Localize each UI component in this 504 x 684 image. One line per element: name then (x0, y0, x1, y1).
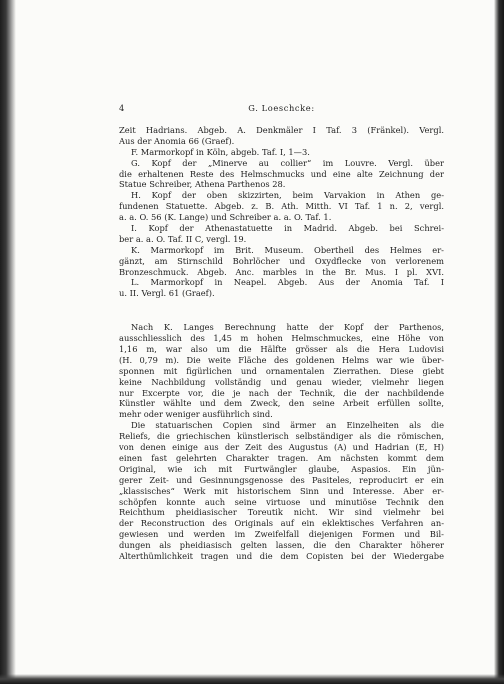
scan-shadow-bottom (0, 674, 504, 684)
paragraph (119, 420, 444, 562)
page-body (119, 125, 444, 562)
catalog-line: K. Marmorkopf im Brit. Museum. Obertheil des Helmes er- (131, 244, 444, 255)
paragraph (119, 322, 444, 420)
paragraph-line: Reliefs, die griechischen künstlerisch selbständiger als die römischen, (119, 431, 444, 442)
paragraph-line: sponnen mit figürlichen und ornamentalen Zierrathen. Diese giebt (119, 365, 444, 376)
page-header (119, 103, 444, 115)
catalog-line: a. a. O. 56 (K. Lange) und Schreiber a. a. O. Taf. 1. (119, 212, 332, 223)
running-head: G. Loeschcke: (248, 103, 315, 113)
paragraph-line: Künstler wählte und dem Zweck, den seine Arbeit erfüllen sollte, (119, 398, 444, 409)
paragraph-line: der Reconstruction des Originals auf ein eklektisches Verfahren an- (119, 518, 444, 529)
paragraph-line: mehr oder weniger ausführlich sind. (119, 409, 273, 420)
catalog-line: die erhaltenen Reste des Helmschmucks und eine alte Zeichnung der (119, 168, 444, 179)
catalog-line: Statue Schreiber, Athena Parthenos 28. (119, 179, 286, 190)
paragraph-line: von denen einige aus der Zeit des Augustus (A) und Hadrian (E, H) (119, 442, 444, 453)
paragraph-line: keine Nachbildung vollständig und genau wieder, vielmehr liegen (119, 376, 444, 387)
paragraph-line: 1,16 m, war also um die Hälfte grösser als die Hera Ludovisi (119, 344, 444, 355)
catalog-line: fundenen Statuette. Abgeb. z. B. Ath. Mitth. VI Taf. 1 n. 2, vergl. (119, 201, 444, 212)
catalog-line: Bronzeschmuck. Abgeb. Anc. marbles in the Br. Mus. I pl. XVI. (119, 266, 444, 277)
paragraph-line: Original, wie ich mit Furtwängler glaube, Aspasios. Ein jün- (119, 463, 444, 474)
paragraph-line: (H. 0,79 m). Die weite Fläche des goldenen Helms war wie über- (119, 354, 444, 365)
section-gap (119, 299, 444, 322)
catalog-line: ber a. a. O. Taf. II C, vergl. 19. (119, 233, 247, 244)
paragraph-line: gerer Zeit- und Gesinnungsgenosse des Pasiteles, reproducirt er ein (119, 474, 444, 485)
paragraph-line: Die statuarischen Copien sind ärmer an Einzelheiten als die (131, 420, 444, 431)
paragraph-line: „klassisches“ Werk mit historischem Sinn und Interesse. Aber er- (119, 485, 444, 496)
catalog-line: G. Kopf der „Minerve au collier“ im Louvre. Vergl. über (131, 157, 444, 168)
catalog-line: H. Kopf der oben skizzirten, beim Varvakion in Athen ge- (131, 190, 444, 201)
paragraph-line: Nach K. Langes Berechnung hatte der Kopf der Parthenos, (131, 322, 444, 333)
paragraph-line: Alterthümlichkeit tragen und die dem Copisten bei der Wiedergabe (119, 550, 444, 561)
catalog-line: Aus der Anomia 66 (Graef). (119, 135, 235, 146)
page-number: 4 (119, 103, 125, 113)
scan-shadow-left (0, 0, 16, 684)
catalog-line: I. Kopf der Athenastatuette in Madrid. Abgeb. bei Schrei- (131, 223, 444, 234)
paragraph-line: nur Excerpte vor, die je nach der Technik, die der nachbildende (119, 387, 444, 398)
catalog-line: u. II. Vergl. 61 (Graef). (119, 288, 215, 299)
paragraph-line: dungen als pheidiasisch gelten lassen, die den Charakter höherer (119, 540, 444, 551)
paragraph-line: gewiesen und werden im Zweifelfall diejenigen Formen und Bil- (119, 529, 444, 540)
paragraph-line: ausschliesslich des 1,45 m hohen Helmschmuckes, eine Höhe von (119, 333, 444, 344)
catalog-line: gänzt, am Stirnschild Bohrlöcher und Oxydflecke von verlorenem (119, 255, 444, 266)
paragraph-line: Reichthum pheidiasischer Toreutik nicht. Wir sind vielmehr bei (119, 507, 444, 518)
catalog-line: F. Marmorkopf in Köln, abgeb. Taf. I, 1—3. (131, 146, 310, 157)
paragraph-line: einen fast gelehrten Charakter tragen. Am nächsten kommt dem (119, 452, 444, 463)
catalog-list (119, 125, 444, 299)
catalog-line: L. Marmorkopf in Neapel. Abgeb. Aus der Anomia Taf. I (131, 277, 444, 288)
catalog-line: Zeit Hadrians. Abgeb. A. Denkmäler I Taf. 3 (Fränkel). Vergl. (119, 125, 444, 135)
paragraph-line: schöpfen konnte auch seine virtuose und minutiöse Technik den (119, 496, 444, 507)
scan-shadow-right (494, 0, 504, 684)
